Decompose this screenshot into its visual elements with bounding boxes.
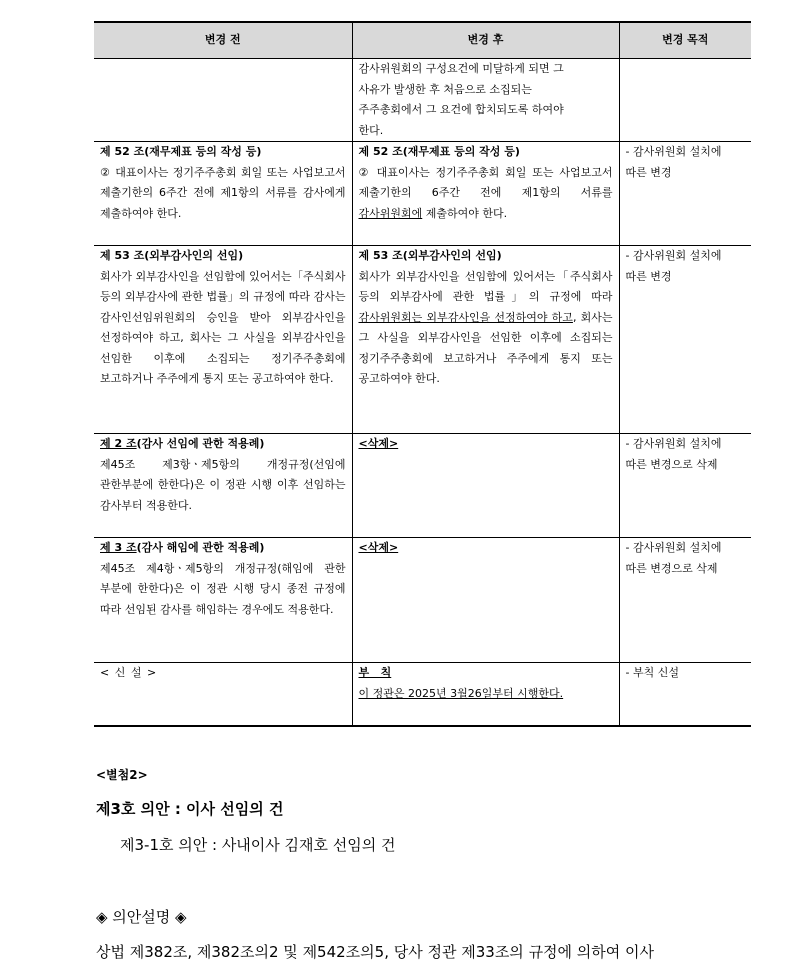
deleted-mark: <삭제> — [358, 541, 399, 554]
addenda-title: 부 칙 — [358, 666, 392, 679]
before-cell — [94, 246, 352, 434]
article-heading: (감사 선임에 관한 적용례) — [136, 437, 265, 450]
after-cell — [352, 59, 619, 142]
table-row — [94, 59, 751, 142]
table-header-row — [94, 22, 751, 59]
table-row — [94, 663, 751, 726]
amended-text: 감사위원회는 외부감사인을 선정하여야 하고 — [358, 310, 573, 324]
article-title — [100, 538, 346, 559]
table-row — [94, 538, 751, 663]
header-before: 변경 전 — [94, 22, 352, 59]
after-line: 주주총회에서 그 요건에 합치되도록 하여야 — [358, 103, 564, 116]
article-body: 제45조 제4항ㆍ제5항의 개정규정(해임에 관한 부분에 한한다)은 이 정관 시행 당시 종전 규정에 따라 선임된 감사를 해임하는 경우에도 적용한다. — [100, 561, 346, 616]
article-body: ② 대표이사는 정기주주총회 회일 또는 사업보고서 제출기한의 6주간 전에 제1항의 서류를 — [358, 165, 613, 199]
deleted-mark: <삭제> — [358, 437, 399, 450]
header-after: 변경 후 — [352, 22, 619, 59]
body-text: 상법 제382조, 제382조의2 및 제542조의5, 당사 정관 제33조의 규정에 의하여 이사 — [96, 943, 655, 961]
after-cell — [352, 142, 619, 246]
before-cell — [94, 538, 352, 663]
after-cell — [352, 663, 619, 726]
table-row — [94, 246, 751, 434]
article-body: ② 대표이사는 정기주주총회 회일 또는 사업보고서 제출기한의 6주간 전에 제1항의 서류를 감사에게 제출하여야 한다. — [100, 165, 346, 220]
article-body: , 회사는 그 사실을 외부감사인을 선임한 이후에 소집되는 정기주주총회에 보고하거나 주주에게 통지 또는 공고하여야 한다. — [358, 310, 613, 385]
article-title: 제 53 조(외부감사인의 선임) — [358, 249, 502, 262]
after-cell — [352, 538, 619, 663]
after-cell — [352, 434, 619, 538]
purpose-cell: - 감사위원회 설치에 따른 변경 — [619, 246, 751, 434]
purpose-cell: - 감사위원회 설치에 따른 변경으로 삭제 — [619, 434, 751, 538]
purpose-cell: - 부칙 신설 — [619, 663, 751, 726]
after-cell — [352, 246, 619, 434]
addenda-body: 이 정관은 2025년 3월26일부터 시행한다. — [358, 686, 564, 700]
attachment-label: <별첨2> — [96, 768, 148, 782]
article-title: 제 52 조(재무제표 등의 작성 등) — [358, 145, 520, 158]
table-row — [94, 434, 751, 538]
before-cell — [94, 142, 352, 246]
sub-agenda-title: 제3-1호 의안 : 사내이사 김재호 선임의 건 — [120, 836, 396, 854]
purpose-cell: - 감사위원회 설치에 따른 변경 — [619, 142, 751, 246]
article-title: 제 53 조(외부감사인의 선임) — [100, 249, 244, 262]
purpose-cell: - 감사위원회 설치에 따른 변경으로 삭제 — [619, 538, 751, 663]
article-body: 회사가 외부감사인을 선임함에 있어서는「주식회사 등의 외부감사에 관한 법률」의 규정에 따라 감사는 감사인선임위원회의 승인을 받아 외부감사인을 선정하여야 하고, 회사는 그 사실을 외부감사인을 선임한 이후에 소집되는 정기주주총회에 보고하거나 주주에게 통지 또는 공고하여야 한다. — [100, 269, 346, 385]
header-purpose: 변경 목적 — [619, 22, 751, 59]
article-body: 제출하여야 한다. — [422, 206, 508, 220]
after-line: 감사위원회의 구성요건에 미달하게 되면 그 — [358, 62, 564, 75]
before-cell — [94, 59, 352, 142]
after-line: 사유가 발생한 후 처음으로 소집되는 — [358, 82, 532, 96]
before-cell — [94, 434, 352, 538]
article-number: 제 3 조 — [100, 541, 137, 554]
purpose-cell — [619, 59, 751, 142]
article-body: 회사가 외부감사인을 선임함에 있어서는「주식회사 등의 외부감사에 관한 법률」의 규정에 따라 — [358, 269, 613, 303]
table-row — [94, 142, 751, 246]
amended-text: 감사위원회에 — [358, 206, 423, 220]
article-title — [100, 434, 346, 455]
article-number: 제 2 조 — [100, 437, 137, 450]
amendment-table — [94, 21, 751, 727]
article-body: 제45조 제3항ㆍ제5항의 개정규정(선임에 관한부분에 한한다)은 이 정관 시행 이후 선임하는 감사부터 적용한다. — [100, 457, 346, 512]
article-title: 제 52 조(재무제표 등의 작성 등) — [100, 145, 262, 158]
article-heading: (감사 해임에 관한 적용례) — [136, 541, 265, 554]
explanation-heading: ◈ 의안설명 ◈ — [96, 908, 187, 926]
after-line: 한다. — [358, 123, 384, 137]
agenda-title: 제3호 의안 : 이사 선임의 건 — [96, 800, 284, 818]
new-provision-mark: < 신 설 > — [100, 666, 158, 679]
before-cell — [94, 663, 352, 726]
